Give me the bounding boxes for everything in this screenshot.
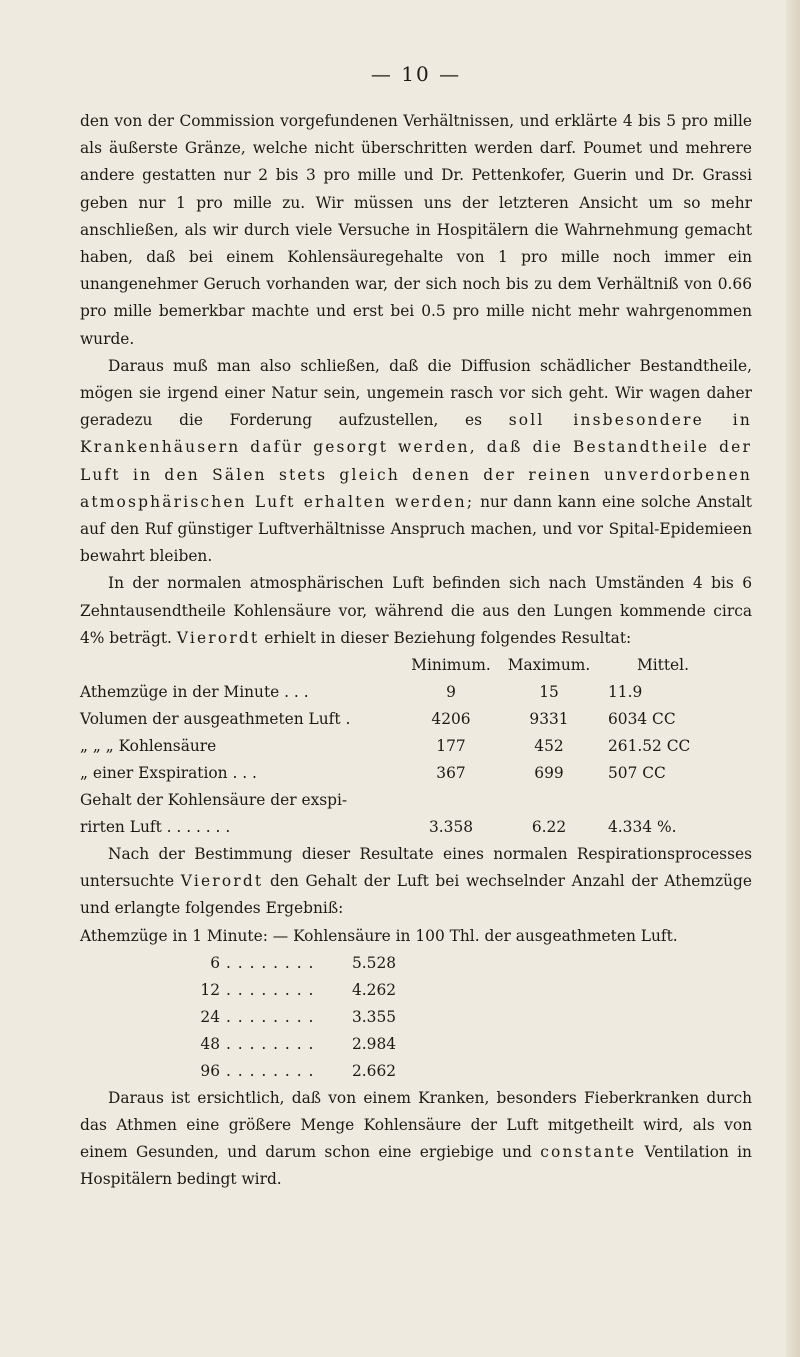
author-name: Vierordt	[176, 628, 260, 647]
row-mean	[598, 787, 718, 814]
table-row	[80, 679, 752, 706]
row-minimum: 4206	[431, 710, 471, 729]
paragraph-5-emphasis: constante	[540, 1143, 637, 1162]
leader-dots: . . . . . . . .	[226, 1034, 315, 1053]
row-maximum: 699	[534, 764, 564, 783]
paragraph-5-start: Daraus ist ersichtlich, daß von einem Kranken, besonders Fieberkranken durch das Athmen eine größere Menge Kohlensäure der Luft mitgetheilt wird, als von einem Gesunden, und darum schon eine ergiebige und	[80, 1088, 752, 1162]
leader-dots: . . . . . . . .	[226, 1007, 315, 1026]
breaths-per-minute: 12	[200, 980, 220, 999]
breaths-per-minute: 24	[200, 1007, 220, 1026]
paragraph-2	[80, 353, 752, 571]
co2-percentage: 2.984	[352, 1034, 397, 1053]
row-maximum: 9331	[529, 710, 569, 729]
row-label: rirten Luft . . . . . . .	[80, 818, 231, 837]
book-page	[80, 62, 752, 1193]
header-spacer	[80, 652, 402, 679]
row-mean: 11.9	[608, 683, 643, 702]
paragraph-4-end: den Gehalt der Luft bei wechselnder Anzahl der Athemzüge und erlangte folgendes Ergebniß:	[80, 872, 752, 918]
table-row	[80, 814, 752, 841]
row-maximum: 15	[539, 683, 559, 702]
row-maximum: 452	[534, 737, 564, 756]
row-label: „ einer Exspiration . . .	[80, 764, 257, 783]
table-row	[80, 950, 752, 977]
header-minimum: Minimum.	[411, 656, 491, 675]
table-row	[80, 733, 752, 760]
header-mean: Mittel.	[637, 656, 689, 675]
table-row	[80, 1058, 752, 1085]
row-minimum: 177	[436, 737, 466, 756]
page-edge	[786, 0, 800, 1357]
paragraph-1: den von der Commission vorgefundenen Verhältnissen, und erklärte 4 bis 5 pro mille als äußerste Gränze, welche nicht überschritten werden darf. Poumet und mehrere andere gestatten nur 2 bis 3 pro mille und Dr. Pettenkofer, Guerin und Dr. Grassi geben nur 1 pro mille zu. Wir müssen uns der letzteren Ansicht um so mehr anschließen, als wir durch viele Versuche in Hospitälern die Wahrnehmung gemacht haben, daß bei einem Kohlensäuregehalte von 1 pro mille noch immer ein unangenehmer Geruch vorhanden war, der sich noch bis zu dem Verhältniß von 0.66 pro mille bemerkbar machte und erst bei 0.5 pro mille nicht mehr wahrgenommen wurde.	[80, 112, 752, 348]
respiration-table-header	[80, 652, 752, 679]
paragraph-2-emphasis: soll insbesondere in Krankenhäusern dafür gesorgt werden, daß die Bestandtheile der Luft in den Sälen stets gleich denen der reinen unverdorbenen atmosphärischen Luft erhalten werden;	[80, 411, 752, 511]
leader-dots: . . . . . . . .	[226, 953, 315, 972]
paragraph-4-start: Nach der Bestimmung dieser Resultate eines normalen Respirationsprocesses untersuchte	[80, 845, 752, 891]
co2-percentage: 5.528	[352, 953, 397, 972]
paragraph-2-end: nur dann kann eine solche Anstalt auf den Ruf günstiger Luftverhältnisse Anspruch machen, und vor Spital-Epidemieen bewahrt bleiben.	[80, 492, 752, 566]
paragraph-4	[80, 841, 752, 923]
paragraph-3-start: In der normalen atmosphärischen Luft befinden sich nach Umständen 4 bis 6 Zehntausendtheile Kohlensäure vor, während die aus den Lungen kommende circa 4% beträgt.	[80, 574, 752, 647]
paragraph-2-start: Daraus muß man also schließen, daß die Diffusion schädlicher Bestandtheile, mögen sie irgend einer Natur sein, ungemein rasch vor sich geht. Wir wagen daher geradezu die Forderung aufzustellen, es	[80, 356, 752, 430]
co2-percentage: 2.662	[352, 1061, 397, 1080]
row-mean: 4.334 %.	[608, 818, 677, 837]
breathing-rate-table-header: Athemzüge in 1 Minute: — Kohlensäure in 100 Thl. der ausgeathmeten Luft.	[80, 926, 678, 945]
row-minimum	[402, 787, 500, 814]
leader-dots: . . . . . . . .	[226, 1061, 315, 1080]
row-minimum: 9	[446, 683, 456, 702]
paragraph-3-end: erhielt in dieser Beziehung folgendes Resultat:	[264, 628, 632, 647]
row-minimum: 3.358	[428, 818, 474, 837]
row-label: „ „ „ Kohlensäure	[80, 737, 217, 756]
row-label: Gehalt der Kohlensäure der exspi-	[80, 791, 348, 810]
paragraph-3	[80, 570, 752, 652]
breathing-rate-table	[80, 923, 752, 1085]
table-row	[80, 787, 752, 814]
header-maximum: Maximum.	[507, 656, 591, 675]
co2-percentage: 3.355	[352, 1007, 397, 1026]
table-row	[80, 1004, 752, 1031]
table-row	[80, 977, 752, 1004]
row-mean: 261.52 CC	[608, 737, 691, 756]
table-row	[80, 1031, 752, 1058]
breaths-per-minute: 6	[210, 953, 220, 972]
paragraph-5-end: Ventilation in Hospitälern bedingt wird.	[80, 1143, 752, 1189]
row-label: Volumen der ausgeathmeten Luft .	[80, 710, 351, 729]
co2-percentage: 4.262	[352, 980, 397, 999]
author-name: Vierordt	[180, 872, 264, 891]
row-mean: 6034 CC	[608, 710, 676, 729]
table-row	[80, 760, 752, 787]
row-minimum: 367	[436, 764, 466, 783]
breaths-per-minute: 48	[200, 1034, 220, 1053]
breaths-per-minute: 96	[200, 1061, 220, 1080]
table-row	[80, 706, 752, 733]
paragraph-5	[80, 1085, 752, 1194]
leader-dots: . . . . . . . .	[226, 980, 315, 999]
row-maximum	[500, 787, 598, 814]
row-maximum: 6.22	[531, 818, 567, 837]
respiration-table	[80, 652, 752, 841]
row-mean: 507 CC	[608, 764, 666, 783]
page-number: — 10 —	[370, 62, 462, 86]
row-label: Athemzüge in der Minute . . .	[80, 683, 309, 702]
